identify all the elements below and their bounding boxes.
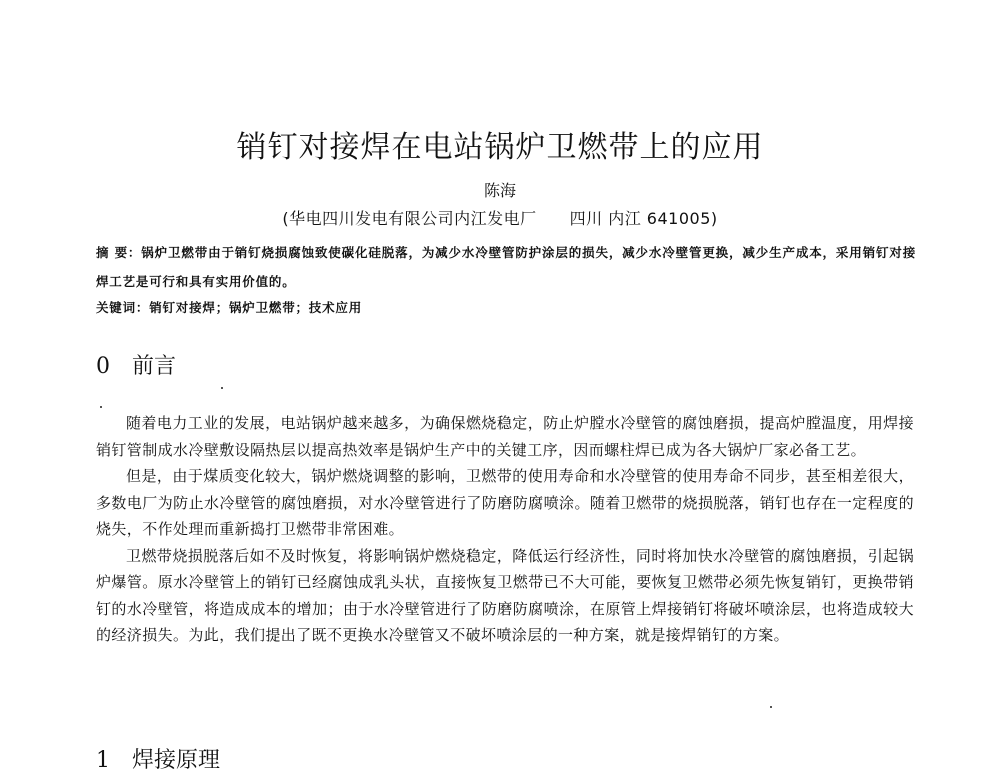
scan-speck	[100, 406, 102, 408]
section-heading	[96, 352, 176, 382]
keywords	[96, 296, 916, 320]
scan-speck	[221, 387, 223, 389]
section-number: 0	[96, 354, 110, 379]
abstract-text: 锅炉卫燃带由于销钉烧损腐蚀致使碳化硅脱落，为减少水冷壁管防护涂层的损失，减少水冷壁管更换，减少生产成本，采用销钉对接焊工艺是可行和具有实用价值的。	[96, 245, 916, 289]
paragraph: 卫燃带烧损脱落后如不及时恢复，将影响锅炉燃烧稳定，降低运行经济性，同时将加快水冷壁管的腐蚀磨损，引起锅炉爆管。原水冷壁管上的销钉已经腐蚀成乳头状，直接恢复卫燃带已不大可能，要恢复卫燃带必须先恢复销钉，更换带销钉的水冷壁管，将造成成本的增加；由于水冷壁管进行了防磨防腐喷涂，在原管上焊接销钉将破坏喷涂层，也将造成较大的经济损失。为此，我们提出了既不更换水冷壁管又不破坏喷涂层的一种方案，就是接焊销钉的方案。	[96, 546, 914, 644]
paper-title: 销钉对接焊在电站锅炉卫燃带上的应用	[236, 130, 764, 165]
scan-speck	[770, 706, 772, 708]
keywords-label: 关键词：	[96, 300, 150, 315]
author-affiliation: (华电四川发电有限公司内江发电厂 四川 内江 641005)	[282, 209, 718, 228]
author-name: 陈海	[483, 181, 516, 200]
section-body	[96, 410, 914, 649]
abstract-label: 摘 要：	[96, 245, 142, 260]
section-title: 焊接原理	[132, 748, 221, 773]
keywords-text: 销钉对接焊；锅炉卫燃带；技术应用	[149, 300, 363, 315]
paragraph: 随着电力工业的发展，电站锅炉越来越多，为确保燃烧稳定，防止炉膛水冷壁管的腐蚀磨损，提高炉膛温度，用焊接销钉管制成水冷壁敷设隔热层以提高热效率是锅炉生产中的关键工序，因而螺柱焊已成为各大锅炉厂家必备工艺。	[96, 414, 914, 459]
next-section-heading	[96, 746, 220, 776]
section-number: 1	[96, 748, 110, 773]
abstract	[96, 238, 916, 296]
section-title: 前言	[132, 354, 177, 379]
paragraph: 但是，由于煤质变化较大，锅炉燃烧调整的影响，卫燃带的使用寿命和水冷壁管的使用寿命不同步，甚至相差很大，多数电厂为防止水冷壁管的腐蚀磨损，对水冷壁管进行了防磨防腐喷涂。随着卫燃带的烧损脱落，销钉也存在一定程度的烧失，不作处理而重新捣打卫燃带非常困难。	[96, 467, 914, 538]
